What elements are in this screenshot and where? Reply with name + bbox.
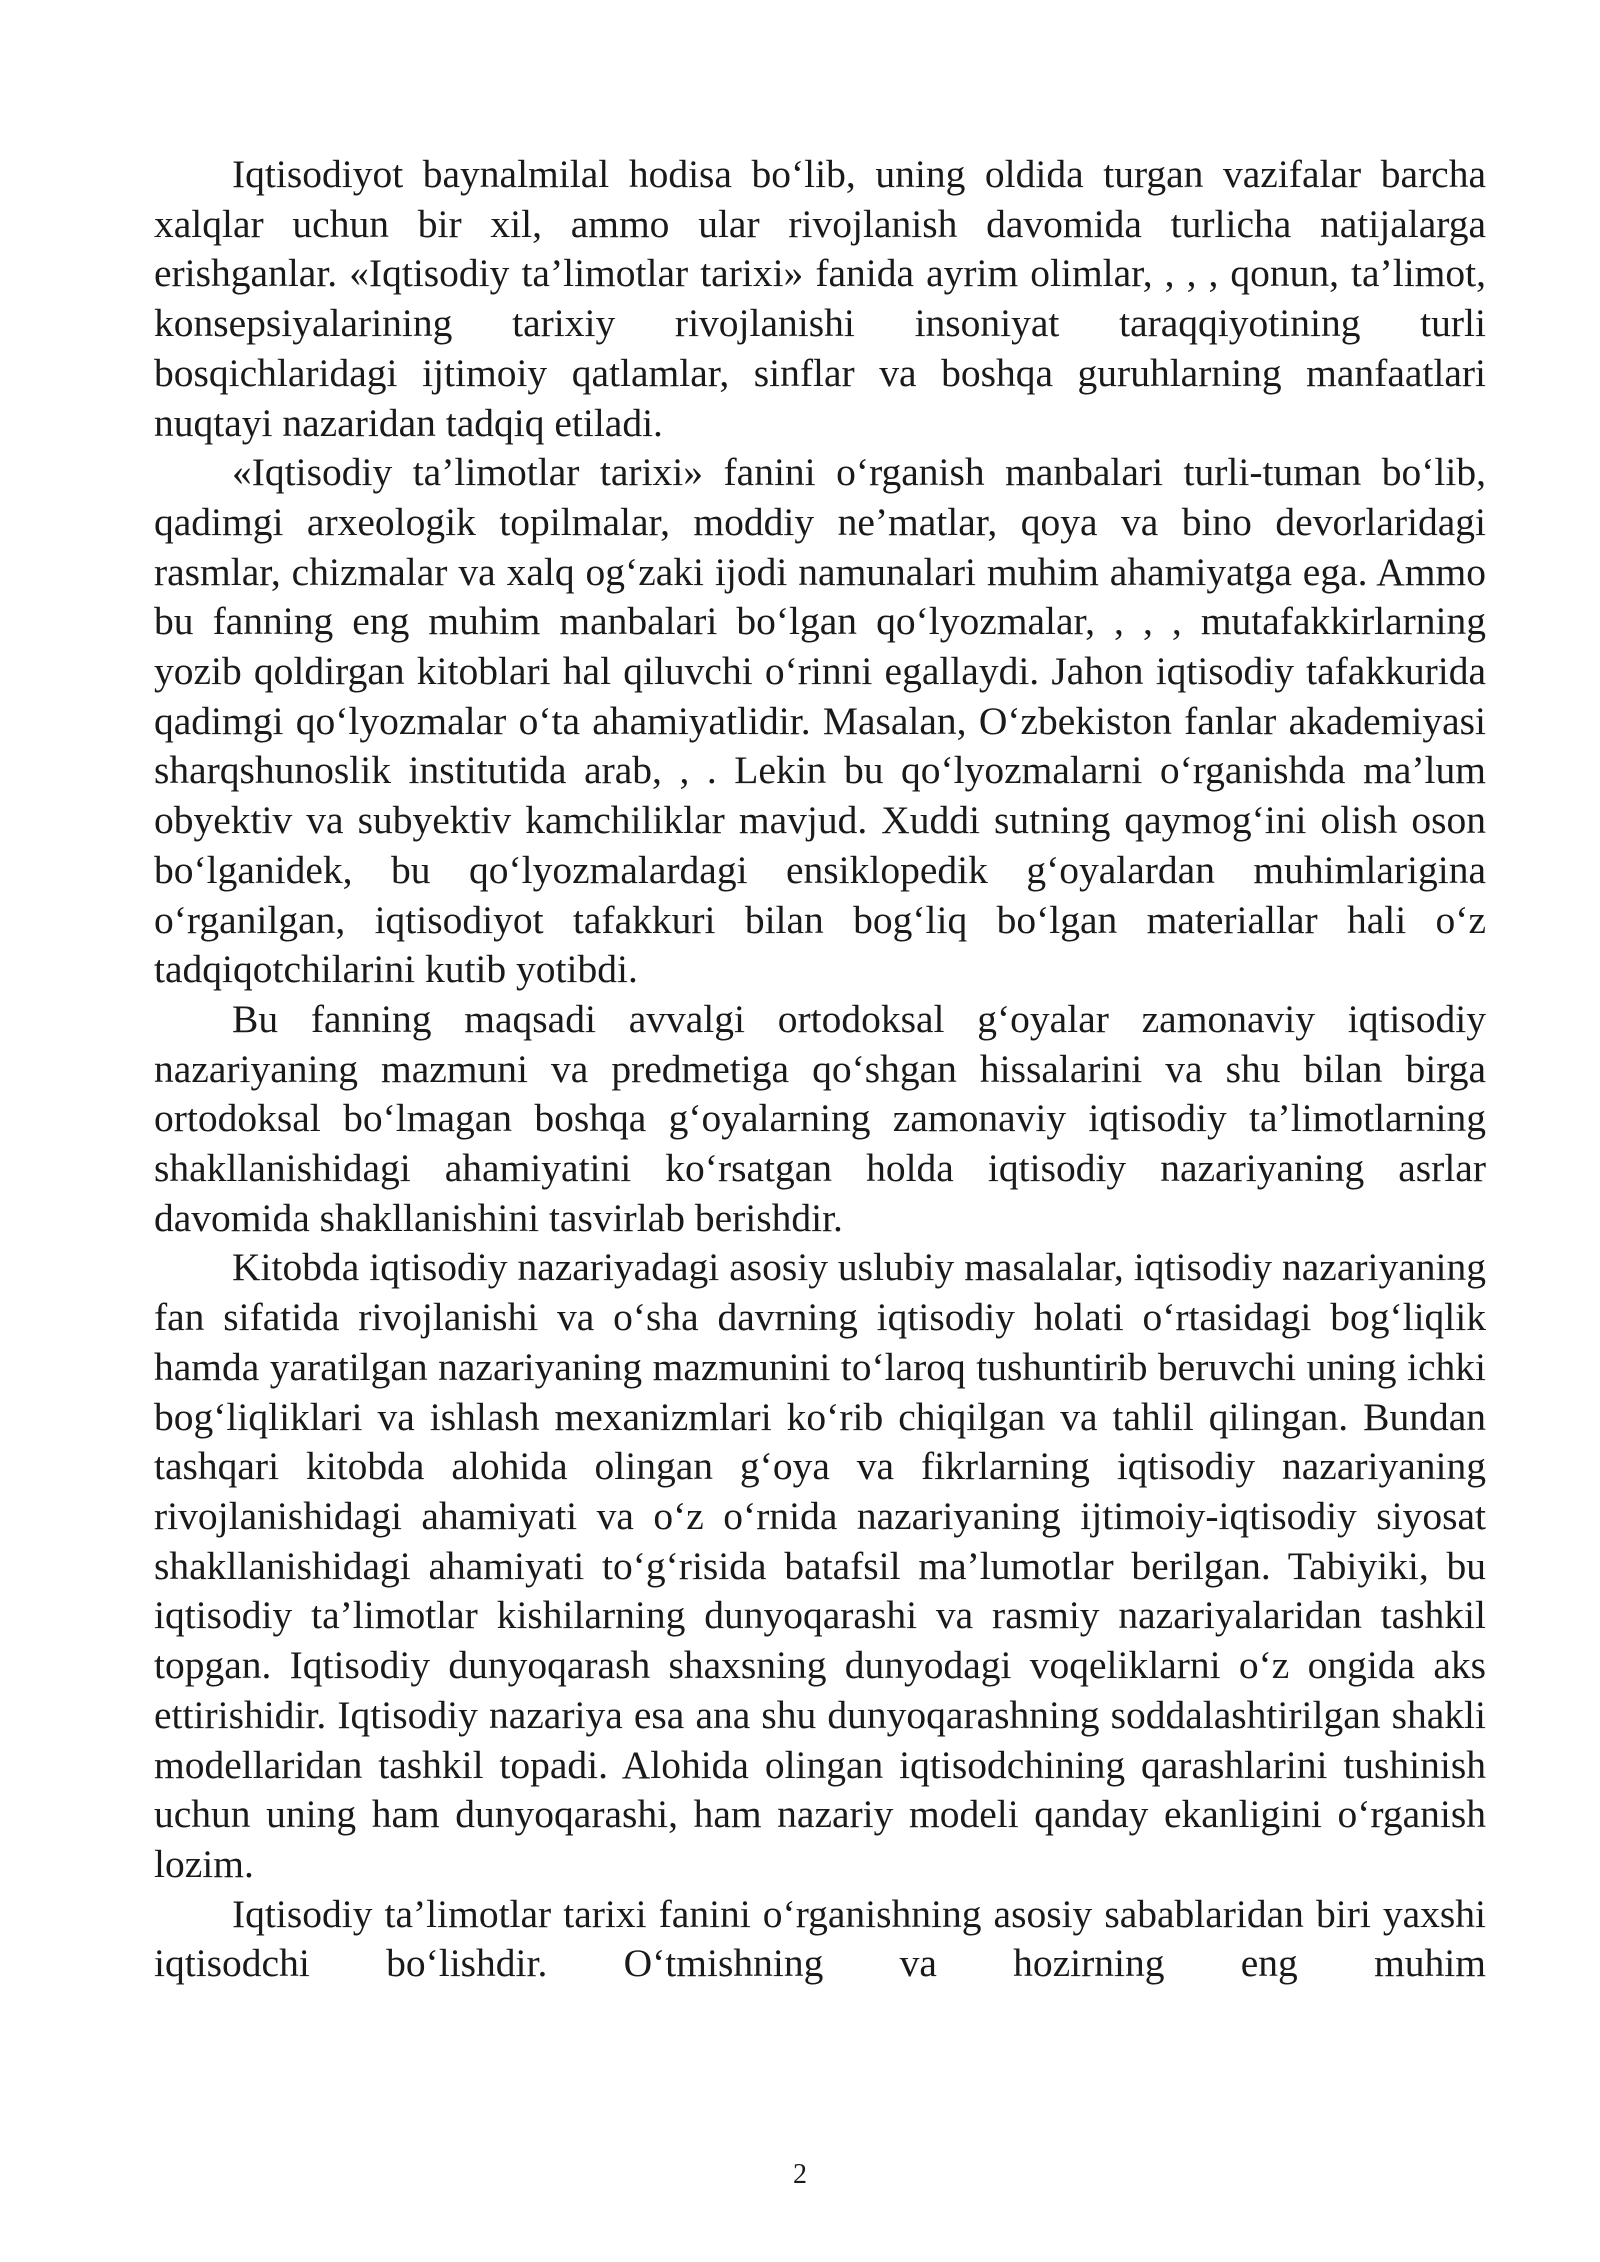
paragraph-3: Bu fanning maqsadi avvalgi ortodoksal g‘oyalar zamonaviy iqtisodiy nazariyaning mazmuni va predmetiga qo‘shgan hissalarini va shu bilan birga ortodoksal bo‘lmagan boshqa g‘oyalarning zamonaviy iqtisodiy ta’limotlarning shakllanishidagi ahamiyatini ko‘rsatgan holda iqtisodiy nazariyaning asrlar davomida shakllanishini tasvirlab berishdir. — [154, 996, 1486, 1240]
paragraph-2: «Iqtisodiy ta’limotlar tarixi» fanini o‘rganish manbalari turli-tuman bo‘lib, qadimgi arxeologik topilmalar, moddiy ne’matlar, qoya va bino devorlaridagi rasmlar, chizmalar va xalq og‘zaki ijodi namunalari muhim ahamiyatga ega. Ammo bu fanning eng muhim manbalari bo‘lgan qo‘lyozmalar, , , , mutafakkirlarning yozib qoldirgan kitoblari hal qiluvchi o‘rinni egallaydi. Jahon iqtisodiy tafakkurida qadimgi qo‘lyozmalar o‘ta ahamiyatlidir. Masalan, O‘zbekiston fanlar akademiyasi sharqshunoslik institutida arab, , . Lekin bu qo‘lyozmalarni o‘rganishda ma’lum obyektiv va subyektiv kamchiliklar mavjud. Xuddi sutning qaymog‘ini olish oson bo‘lganidek, bu qo‘lyozmalardagi ensiklopedik g‘oyalardan muhimlarigina o‘rganilgan, iqtisodiyot tafakkuri bilan bog‘liq bo‘lgan materiallar hali o‘z tadqiqotchilarini kutib yotibdi. — [154, 450, 1486, 992]
paragraph-5: Iqtisodiy ta’limotlar tarixi fanini o‘rganishning asosiy sabablaridan biri yaxshi iqtisodchi bo‘lishdir. O‘tmishning va hozirning eng muhim — [154, 1891, 1486, 1986]
document-page — [154, 150, 1486, 1989]
page-number: 2 — [793, 2159, 807, 2190]
paragraph-1: Iqtisodiyot baynalmilal hodisa bo‘lib, uning oldida turgan vazifalar barcha xalqlar uchun bir xil, ammo ular rivojlanish davomida turlicha natijalarga erishganlar. «Iqtisodiy ta’limotlar tarixi» fanida ayrim olimlar, , , , qonun, ta’limot, konsepsiyalarining tarixiy rivojlanishi insoniyat taraqqiyotining turli bosqichlaridagi ijtimoiy qatlamlar, sinflar va boshqa guruhlarning manfaatlari nuqtayi nazaridan tadqiq etiladi. — [154, 152, 1486, 445]
paragraph-4: Kitobda iqtisodiy nazariyadagi asosiy uslubiy masalalar, iqtisodiy nazariyaning fan sifatida rivojlanishi va o‘sha davrning iqtisodiy holati o‘rtasidagi bog‘liqlik hamda yaratilgan nazariyaning mazmunini to‘laroq tushuntirib beruvchi uning ichki bog‘liqliklari va ishlash mexanizmlari ko‘rib chiqilgan va tahlil qilingan. Bundan tashqari kitobda alohida olingan g‘oya va fikrlarning iqtisodiy nazariyaning rivojlanishidagi ahamiyati va o‘z o‘rnida nazariyaning ijtimoiy-iqtisodiy siyosat shakllanishidagi ahamiyati to‘g‘risida batafsil ma’lumotlar berilgan. Tabiyiki, bu iqtisodiy ta’limotlar kishilarning dunyoqarashi va rasmiy nazariyalaridan tashkil topgan. Iqtisodiy dunyoqarash shaxsning dunyodagi voqeliklarni o‘z ongida aks ettirishidir. Iqtisodiy nazariya esa ana shu dunyoqarashning soddalashtirilgan shakli modellaridan tashkil topadi. Alohida olingan iqtisodchining qarashlarini tushinish uchun uning ham dunyoqarashi, ham nazariy modeli qanday ekanligini o‘rganish lozim. — [154, 1245, 1486, 1886]
